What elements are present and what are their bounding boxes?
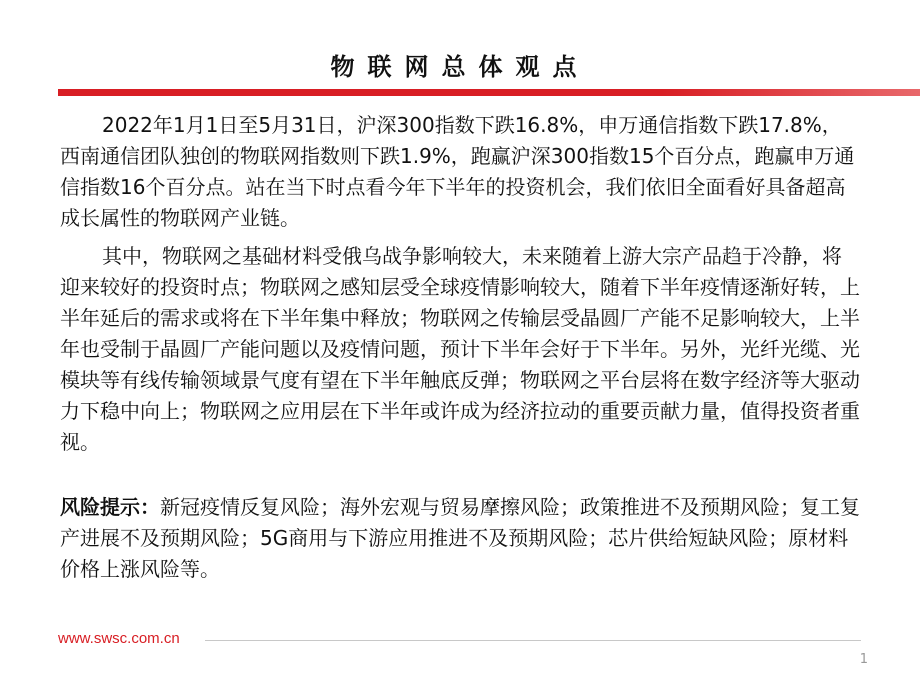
paragraph-performance: 2022年1月1日至5月31日，沪深300指数下跌16.8%，申万通信指数下跌17.8%，西南通信团队独创的物联网指数则下跌1.9%，跑赢沪深300指数15个百分点，跑赢申万通信指数16个百分点。站在当下时点看今年下半年的投资机会，我们依旧全面看好具备超高成长属性的物联网产业链。 xyxy=(60,113,855,230)
risk-text: 新冠疫情反复风险；海外宏观与贸易摩擦风险；政策推进不及预期风险；复工复产进展不及预期风险；5G商用与下游应用推进不及预期风险；芯片供给短缺风险；原材料价格上涨风险等。 xyxy=(60,495,860,581)
slide-title: 物联网总体观点 xyxy=(330,53,590,81)
page-number: 1 xyxy=(859,652,868,667)
title-divider-bar xyxy=(58,89,920,96)
risk-warning xyxy=(60,492,860,585)
slide-body xyxy=(60,110,860,585)
footer-website-link[interactable]: www.swsc.com.cn xyxy=(58,630,180,647)
paragraph-outlook: 其中，物联网之基础材料受俄乌战争影响较大，未来随着上游大宗产品趋于冷静，将迎来较好的投资时点；物联网之感知层受全球疫情影响较大，随着下半年疫情逐渐好转，上半年延后的需求或将在下半年集中释放；物联网之传输层受晶圆厂产能不足影响较大，上半年也受制于晶圆厂产能问题以及疫情问题，预计下半年会好于下半年。另外，光纤光缆、光模块等有线传输领域景气度有望在下半年触底反弹；物联网之平台层将在数字经济等大驱动力下稳中向上；物联网之应用层在下半年或许成为经济拉动的重要贡献力量，值得投资者重视。 xyxy=(60,244,860,454)
risk-label: 风险提示： xyxy=(60,495,160,519)
footer-divider xyxy=(205,640,861,641)
